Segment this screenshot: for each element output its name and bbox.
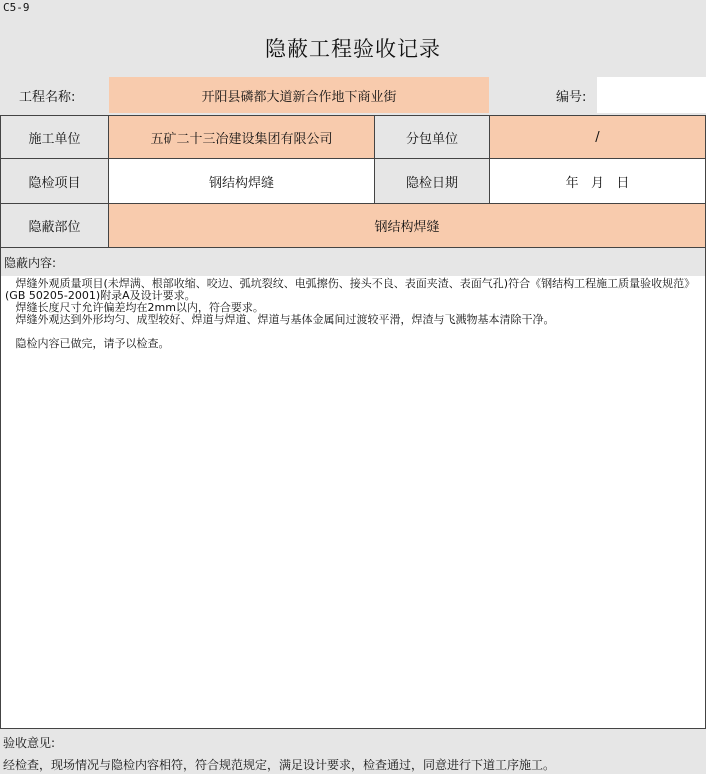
- project-name-label: 工程名称:: [19, 89, 76, 105]
- concealed-part-label: 隐蔽部位: [0, 203, 109, 248]
- construction-unit-label: 施工单位: [0, 115, 109, 159]
- content-paragraph: 焊缝长度尺寸允许偏差均在2mm以内，符合要求。: [5, 301, 264, 314]
- content-heading: 隐蔽内容:: [0, 248, 706, 276]
- construction-unit-value[interactable]: 五矿二十三冶建设集团有限公司: [108, 115, 375, 159]
- concealed-part-value[interactable]: 钢结构焊缝: [108, 203, 706, 248]
- content-paragraph: 隐检内容已做完，请予以检查。: [5, 337, 170, 350]
- content-body[interactable]: [0, 276, 706, 728]
- subcontract-label: 分包单位: [374, 115, 490, 159]
- inspection-item-value[interactable]: 钢结构焊缝: [108, 158, 375, 204]
- content-paragraph: 焊缝外观质量项目(未焊满、根部收缩、咬边、弧坑裂纹、电弧擦伤、接头不良、表面夹渣、表面气孔)符合《钢结构工程施工质量验收规范》(GB 50205-2001)附录A及设计要求。: [5, 277, 696, 302]
- page-title: 隐蔽工程验收记录: [265, 37, 441, 61]
- number-label: 编号:: [556, 89, 587, 105]
- project-name-value[interactable]: 开阳县磷都大道新合作地下商业街: [109, 77, 489, 113]
- inspection-item-label: 隐检项目: [0, 158, 109, 204]
- inspection-date-value[interactable]: 年 月 日: [489, 158, 706, 204]
- number-value[interactable]: [597, 77, 706, 113]
- content-paragraph: 焊缝外观达到外形均匀、成型较好、焊道与焊道、焊道与基体金属间过渡较平滑，焊渣与飞溅物基本清除干净。: [5, 313, 555, 326]
- acceptance-heading: 验收意见:: [0, 728, 706, 756]
- subcontract-value[interactable]: /: [489, 115, 706, 159]
- acceptance-text: 经检查，现场情况与隐检内容相符，符合规范规定，满足设计要求，检查通过，同意进行下道工序施工。: [3, 758, 556, 772]
- form-code: C5-9: [3, 1, 30, 14]
- inspection-date-label: 隐检日期: [374, 158, 490, 204]
